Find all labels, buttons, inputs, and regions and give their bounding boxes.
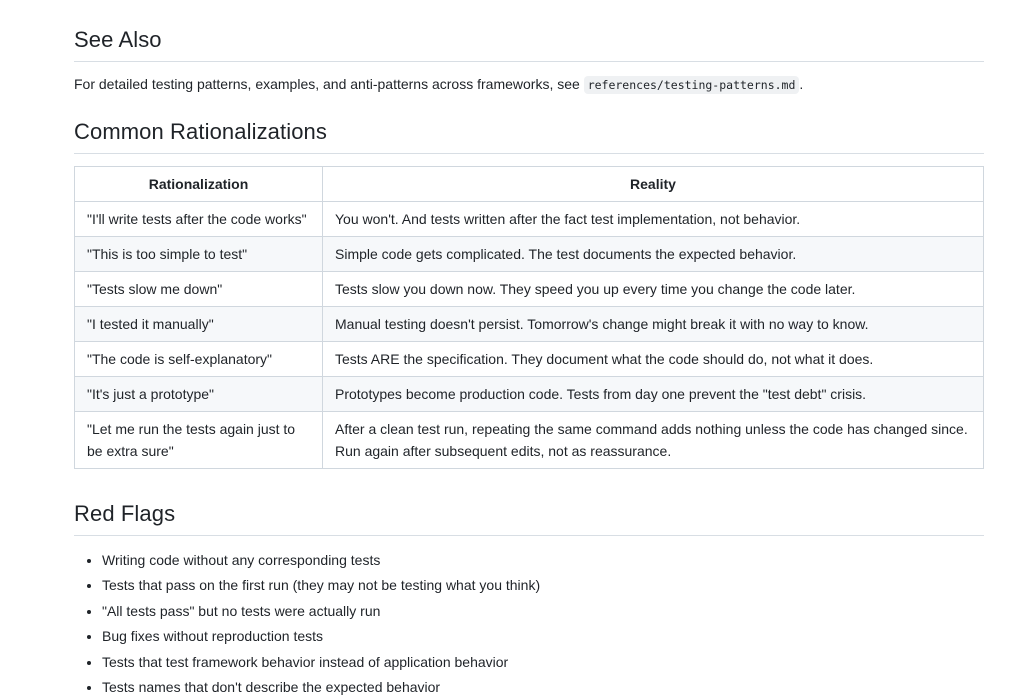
reality-cell: After a clean test run, repeating the same command adds nothing unless the code has changed since. Run again after subsequent edits, not as reassurance. — [323, 412, 984, 469]
rationalization-cell: "I'll write tests after the code works" — [75, 202, 323, 237]
rationalization-cell: "I tested it manually" — [75, 307, 323, 342]
reality-cell: Tests ARE the specification. They document what the code should do, not what it does. — [323, 342, 984, 377]
heading-red-flags: Red Flags — [74, 501, 984, 536]
rationalization-cell: "The code is self-explanatory" — [75, 342, 323, 377]
table-row — [75, 272, 984, 307]
column-header-reality: Reality — [323, 167, 984, 202]
list-item: • Tests that pass on the first run (they may not be testing what you think) — [102, 573, 540, 598]
reality-cell: You won't. And tests written after the fact test implementation, not behavior. — [323, 202, 984, 237]
inline-code-path: references/testing-patterns.md — [584, 76, 800, 94]
see-also-period: . — [799, 76, 804, 92]
see-also-text: For detailed testing patterns, examples, and anti-patterns across frameworks, see — [74, 76, 584, 92]
rationalization-cell: "Let me run the tests again just to be extra sure" — [75, 412, 323, 469]
list-item: • Tests names that don't describe the expected behavior — [102, 675, 540, 700]
column-header-rationalization: Rationalization — [75, 167, 323, 202]
table-row — [75, 377, 984, 412]
rationalization-cell: "It's just a prototype" — [75, 377, 323, 412]
red-flags-list — [74, 548, 540, 700]
see-also-paragraph — [74, 76, 803, 92]
list-item: • Bug fixes without reproduction tests — [102, 624, 540, 649]
table-row — [75, 202, 984, 237]
heading-common-rationalizations: Common Rationalizations — [74, 119, 984, 154]
reality-cell: Prototypes become production code. Tests from day one prevent the "test debt" crisis. — [323, 377, 984, 412]
table-row — [75, 342, 984, 377]
reality-cell: Simple code gets complicated. The test documents the expected behavior. — [323, 237, 984, 272]
table-row — [75, 307, 984, 342]
table-row — [75, 412, 984, 469]
list-item: • Writing code without any corresponding tests — [102, 548, 540, 573]
rationalization-cell: "Tests slow me down" — [75, 272, 323, 307]
rationalization-cell: "This is too simple to test" — [75, 237, 323, 272]
reality-cell: Manual testing doesn't persist. Tomorrow's change might break it with no way to know. — [323, 307, 984, 342]
list-item: • Tests that test framework behavior instead of application behavior — [102, 650, 540, 675]
heading-see-also: See Also — [74, 27, 984, 62]
reality-cell: Tests slow you down now. They speed you up every time you change the code later. — [323, 272, 984, 307]
table-row — [75, 237, 984, 272]
rationalizations-table — [74, 166, 984, 469]
list-item: • "All tests pass" but no tests were actually run — [102, 599, 540, 624]
table-header-row — [75, 167, 984, 202]
